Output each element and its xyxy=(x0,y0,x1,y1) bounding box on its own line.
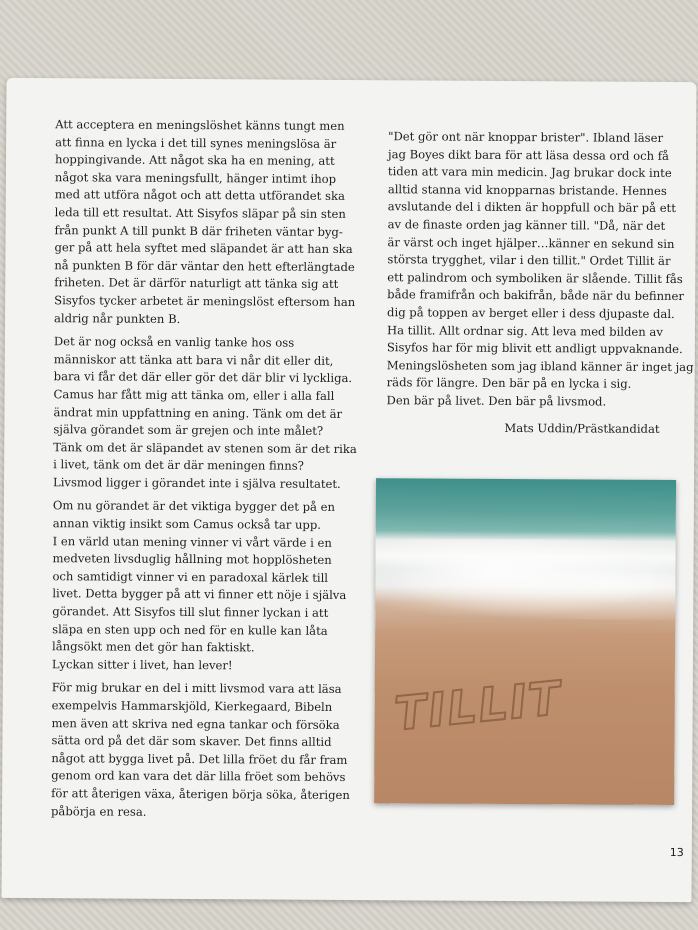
text-line: både framifrån och bakifrån, både när du befinner xyxy=(387,287,684,304)
text-line: Camus har fått mig att tänka om, eller i alla fall xyxy=(53,387,335,403)
text-line: Om nu görandet är det viktiga bygger det på en xyxy=(52,498,336,515)
book-page xyxy=(2,78,697,902)
text-line: bara vi får det där eller gör det där blir vi lyckliga. xyxy=(53,369,353,386)
text-line: Sisyfos har för mig blivit ett andligt uppvaknande. xyxy=(386,340,683,357)
text-line: alltid stanna vid knopparnas bristande. Hennes xyxy=(387,182,667,198)
paragraph-4 xyxy=(37,680,358,823)
text-line: Ha tillit. Allt ordnar sig. Att leva med bilden av xyxy=(386,322,663,339)
text-line: något ska vara meningsfullt, hänger intimt ihop xyxy=(54,169,337,186)
text-line: Lyckan sitter i livet, han lever! xyxy=(51,657,233,673)
text-line: "Det gör ont när knoppar brister". Ibland läser xyxy=(388,129,664,145)
right-column xyxy=(372,128,694,417)
text-line: människor att tänka att bara vi når dit eller dit, xyxy=(53,351,334,368)
author-signature: Mats Uddin/Prästkandidat xyxy=(504,420,660,436)
text-line: Den bär på livet. Den bär på livsmod. xyxy=(386,393,607,409)
text-line: ett palindrom och symboliken är slående. Tillit fås xyxy=(387,269,683,286)
text-line: men även att skriva ned egna tankar och försöka xyxy=(51,715,340,732)
text-line: långsökt men det gör han faktiskt. xyxy=(51,639,255,655)
text-line: är värst och inget hjälper…känner en sekund sin xyxy=(387,234,675,251)
text-line: livet. Detta bygger på att vi finner ett nöje i själva xyxy=(52,586,347,603)
paragraph-1 xyxy=(40,116,361,329)
text-line: avslutande del i dikten är hoppfull och bär på ett xyxy=(387,199,676,216)
text-line: genom ord kan vara det där lilla fröet som behövs xyxy=(51,768,346,785)
text-line: För mig brukar en del i mitt livsmod vara att läsa xyxy=(51,680,342,697)
text-line: i livet, tänk om det är där meningen finns? xyxy=(53,457,304,474)
text-line: I en värld utan mening vinner vi vårt värde i en xyxy=(52,533,332,550)
text-line: själva görandet som är grejen och inte målet? xyxy=(53,422,324,438)
text-line: Det är nog också en vanlig tanke hos oss xyxy=(53,334,295,350)
text-line: påbörja en resa. xyxy=(50,803,147,819)
left-column xyxy=(37,116,361,828)
paragraph-3 xyxy=(38,498,359,676)
text-line: Att acceptera en meningslöshet känns tungt men xyxy=(55,117,345,133)
text-line: sätta ord på det där som skaver. Det finns alltid xyxy=(51,733,332,750)
sand-writing: TILLIT xyxy=(392,670,565,741)
page-number: 13 xyxy=(669,845,684,860)
text-line: nå punkten B för där väntar den hett efterlängtade xyxy=(54,257,355,274)
text-line: Livsmod ligger i görandet inte i själva resultatet. xyxy=(53,475,341,491)
beach-photo xyxy=(374,478,676,805)
text-line: släpa en sten upp och ned för en kulle kan låta xyxy=(52,621,328,638)
text-line: för att återigen växa, återigen börja söka, återigen xyxy=(51,786,350,802)
wave-foam xyxy=(375,538,675,620)
text-line: dig på toppen av berget eller i dess djupaste dal. xyxy=(387,305,675,321)
text-line: räds för längre. Den bär på en lycka i sig. xyxy=(386,375,632,392)
text-line: annan viktig insikt som Camus också tar upp. xyxy=(52,516,322,532)
text-line: medveten livsduglig hållning mot hopplösheten xyxy=(52,551,332,568)
text-line: tiden att vara min medicin. Jag brukar dock inte xyxy=(387,164,672,181)
text-line: något att bygga livet på. Det lilla fröet du får fram xyxy=(51,750,348,767)
text-line: ändrat min uppfattning en aning. Tänk om det är xyxy=(53,404,343,421)
text-line: Meningslösheten som jag ibland känner är inget jag xyxy=(386,357,694,374)
text-line: från punkt A till punkt B där friheten väntar byg- xyxy=(54,222,343,239)
paragraph-right-1 xyxy=(372,128,694,411)
text-line: aldrig når punkten B. xyxy=(54,310,181,326)
text-line: leda till ett resultat. Att Sisyfos släpar på sin sten xyxy=(54,205,346,221)
text-line: största trygghet, vilar i den tillit." Ordet Tillit är xyxy=(387,252,671,269)
text-line: friheten. Det är därför naturligt att tänka sig att xyxy=(54,275,339,292)
text-line: av de finaste orden jag känner till. "Då, när det xyxy=(387,217,666,233)
text-line: och samtidigt vinner vi en paradoxal kärlek till xyxy=(52,569,329,585)
paragraph-2 xyxy=(39,333,360,493)
text-line: ger på att hela syftet med släpandet är att han ska xyxy=(54,240,353,257)
text-line: exempelvis Hammarskjöld, Kierkegaard, Bibeln xyxy=(51,698,333,714)
text-line: hoppingivande. Att något ska ha en mening, att xyxy=(54,152,335,169)
text-line: jag Boyes dikt bara för att läsa dessa ord och få xyxy=(388,146,670,163)
text-line: Tänk om det är släpandet av stenen som är det rika xyxy=(53,439,357,456)
text-line: med att utföra något och att detta utförandet ska xyxy=(54,187,345,204)
text-line: görandet. Att Sisyfos till slut finner lyckan i att xyxy=(52,604,329,620)
text-line: Sisyfos tycker arbetet är meningslöst eftersom han xyxy=(54,293,356,309)
text-line: att finna en lycka i det till synes meningslösa är xyxy=(55,134,337,151)
